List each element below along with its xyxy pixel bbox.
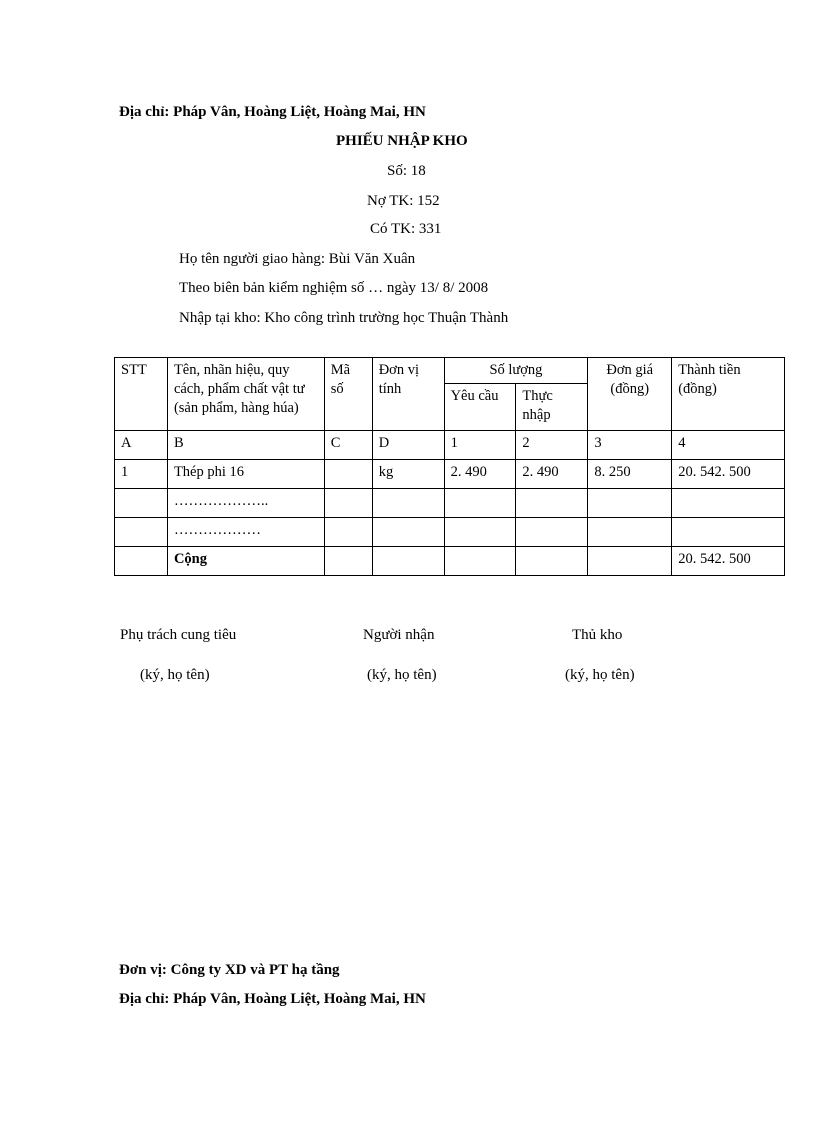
table-cell bbox=[324, 460, 372, 489]
table-cell: 1 bbox=[444, 431, 516, 460]
table-cell: D bbox=[372, 431, 444, 460]
table-cell: ……………….. bbox=[167, 489, 324, 518]
receipt-table bbox=[114, 357, 785, 576]
table-cell: C bbox=[324, 431, 372, 460]
sign-keeper-title: Thủ kho bbox=[572, 627, 623, 643]
table-cell: Thép phi 16 bbox=[167, 460, 324, 489]
warehouse-line: Nhập tại kho: Kho công trình trường học Thuận Thành bbox=[179, 310, 509, 326]
sign-supply-note: (ký, họ tên) bbox=[140, 667, 210, 683]
table-cell: kg bbox=[372, 460, 444, 489]
header-amount: Thành tiền (đồng) bbox=[672, 358, 785, 431]
voucher-title: PHIẾU NHẬP KHO bbox=[336, 133, 468, 149]
table-total-row bbox=[115, 547, 785, 576]
total-amount: 20. 542. 500 bbox=[672, 547, 785, 576]
sign-receiver-note: (ký, họ tên) bbox=[367, 667, 437, 683]
table-cell: 3 bbox=[588, 431, 672, 460]
inspection-line: Theo biên bản kiểm nghiệm số … ngày 13/ 8/ 2008 bbox=[179, 280, 489, 296]
deliverer-line: Họ tên người giao hàng: Bùi Văn Xuân bbox=[179, 251, 416, 267]
footer-unit: Đơn vị: Công ty XD và PT hạ tầng bbox=[119, 962, 340, 978]
header-code: Mã số bbox=[324, 358, 372, 431]
sign-keeper-note: (ký, họ tên) bbox=[565, 667, 635, 683]
table-cell: 8. 250 bbox=[588, 460, 672, 489]
address-line: Địa chỉ: Pháp Vân, Hoàng Liệt, Hoàng Mai, HN bbox=[119, 104, 426, 120]
header-unit: Đơn vị tính bbox=[372, 358, 444, 431]
total-label: Cộng bbox=[167, 547, 324, 576]
table-cell: 1 bbox=[115, 460, 168, 489]
header-quantity: Số lượng bbox=[444, 358, 588, 384]
table-cell: B bbox=[167, 431, 324, 460]
header-qty-required: Yêu cầu bbox=[444, 384, 516, 431]
table-row bbox=[115, 460, 785, 489]
table-cell: ……………… bbox=[167, 518, 324, 547]
debit-account: Nợ TK: 152 bbox=[367, 193, 440, 209]
footer-address: Địa chỉ: Pháp Vân, Hoàng Liệt, Hoàng Mai, HN bbox=[119, 991, 426, 1007]
header-name: Tên, nhãn hiệu, quy cách, phẩm chất vật tư (sản phẩm, hàng húa) bbox=[167, 358, 324, 431]
table-cell: 2 bbox=[516, 431, 588, 460]
table-row bbox=[115, 431, 785, 460]
table-cell: A bbox=[115, 431, 168, 460]
credit-account: Có TK: 331 bbox=[370, 221, 442, 237]
sign-supply-title: Phụ trách cung tiêu bbox=[120, 627, 237, 643]
table-cell: 2. 490 bbox=[516, 460, 588, 489]
table-header-row bbox=[115, 358, 785, 384]
table-row bbox=[115, 489, 785, 518]
table-cell: 2. 490 bbox=[444, 460, 516, 489]
table-row bbox=[115, 518, 785, 547]
sign-receiver-title: Người nhận bbox=[363, 627, 435, 643]
table-cell: 20. 542. 500 bbox=[672, 460, 785, 489]
header-qty-actual: Thực nhập bbox=[516, 384, 588, 431]
header-stt: STT bbox=[115, 358, 168, 431]
header-price: Đơn giá (đồng) bbox=[588, 358, 672, 431]
table-cell: 4 bbox=[672, 431, 785, 460]
voucher-number: Số: 18 bbox=[387, 163, 426, 179]
